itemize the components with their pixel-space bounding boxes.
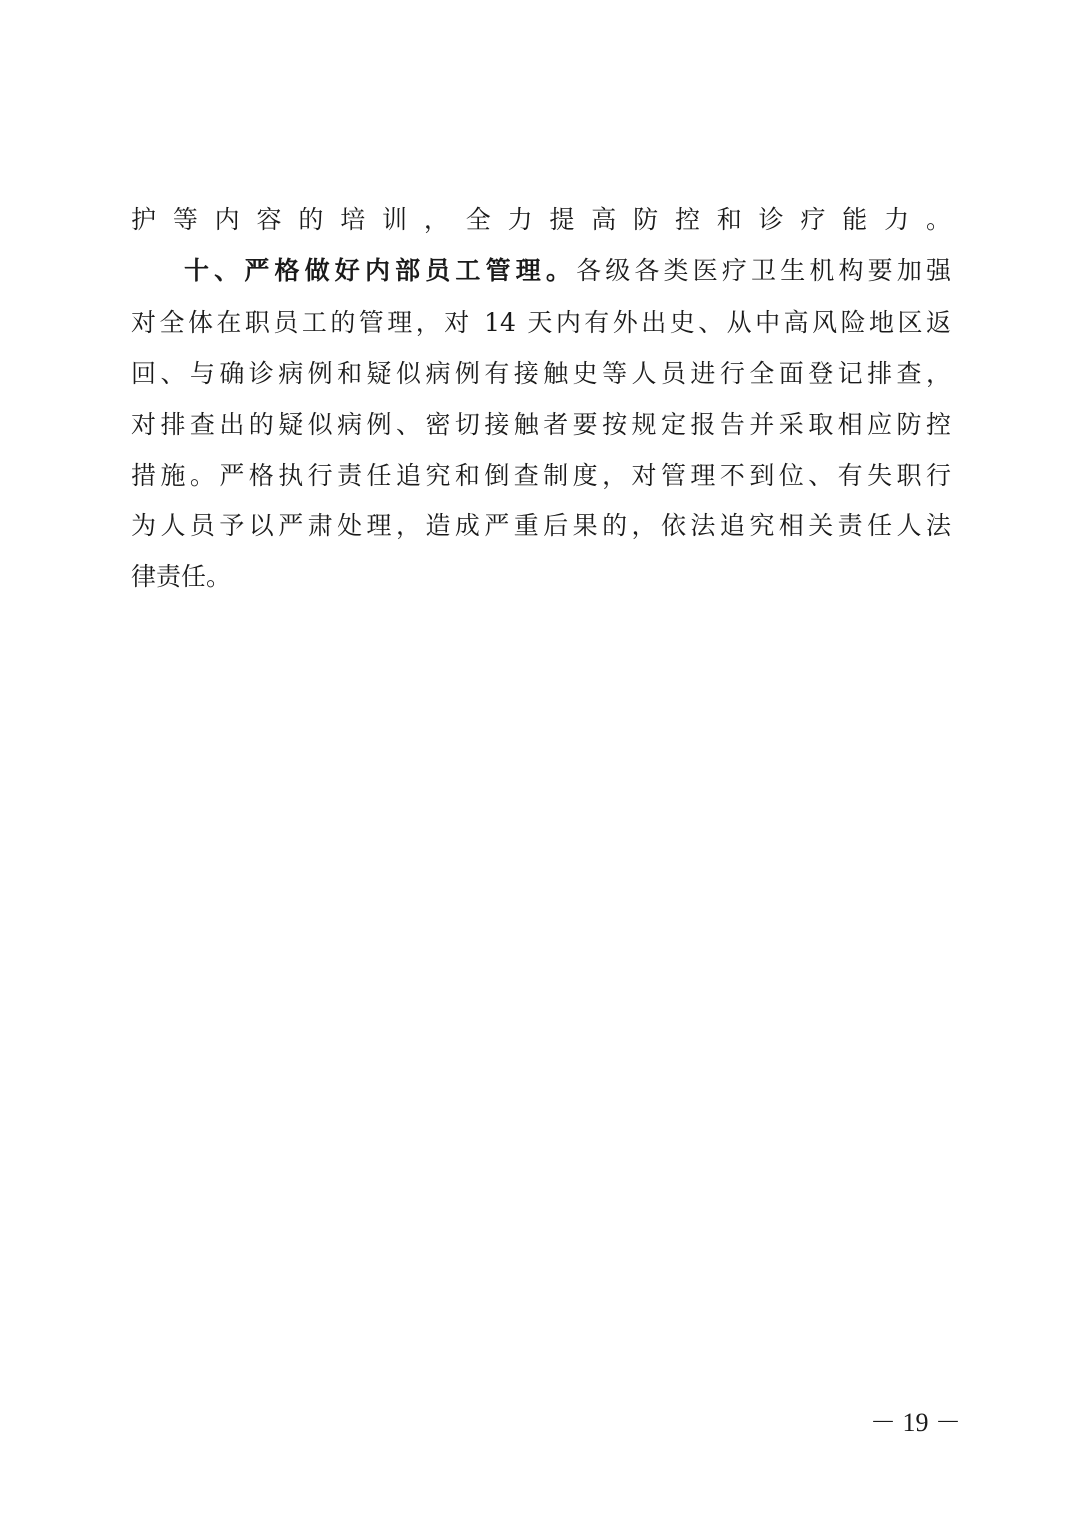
body-line: 对排查出的疑似病例、密切接触者要按规定报告并采取相应防控 xyxy=(131,410,951,439)
continuation-line: 护等内容的培训，全力提高防控和诊疗能力。 xyxy=(131,205,951,234)
section-heading: 十、严格做好内部员工管理。 xyxy=(184,256,577,285)
body-line: 为人员予以严肃处理，造成严重后果的，依法追究相关责任人法 xyxy=(131,511,951,540)
body-line: 回、与确诊病例和疑似病例有接触史等人员进行全面登记排查， xyxy=(131,359,951,388)
body-line: 律责任。 xyxy=(131,562,232,591)
section-first-line xyxy=(131,251,951,291)
body-line: 措施。严格执行责任追究和倒查制度，对管理不到位、有失职行 xyxy=(131,461,951,490)
section-first-line-text: 各级各类医疗卫生机构要加强 xyxy=(576,256,951,285)
body-line: 对全体在职员工的管理，对 14 天内有外出史、从中高风险地区返 xyxy=(131,308,951,337)
page-number: － 19 － xyxy=(870,1408,962,1437)
